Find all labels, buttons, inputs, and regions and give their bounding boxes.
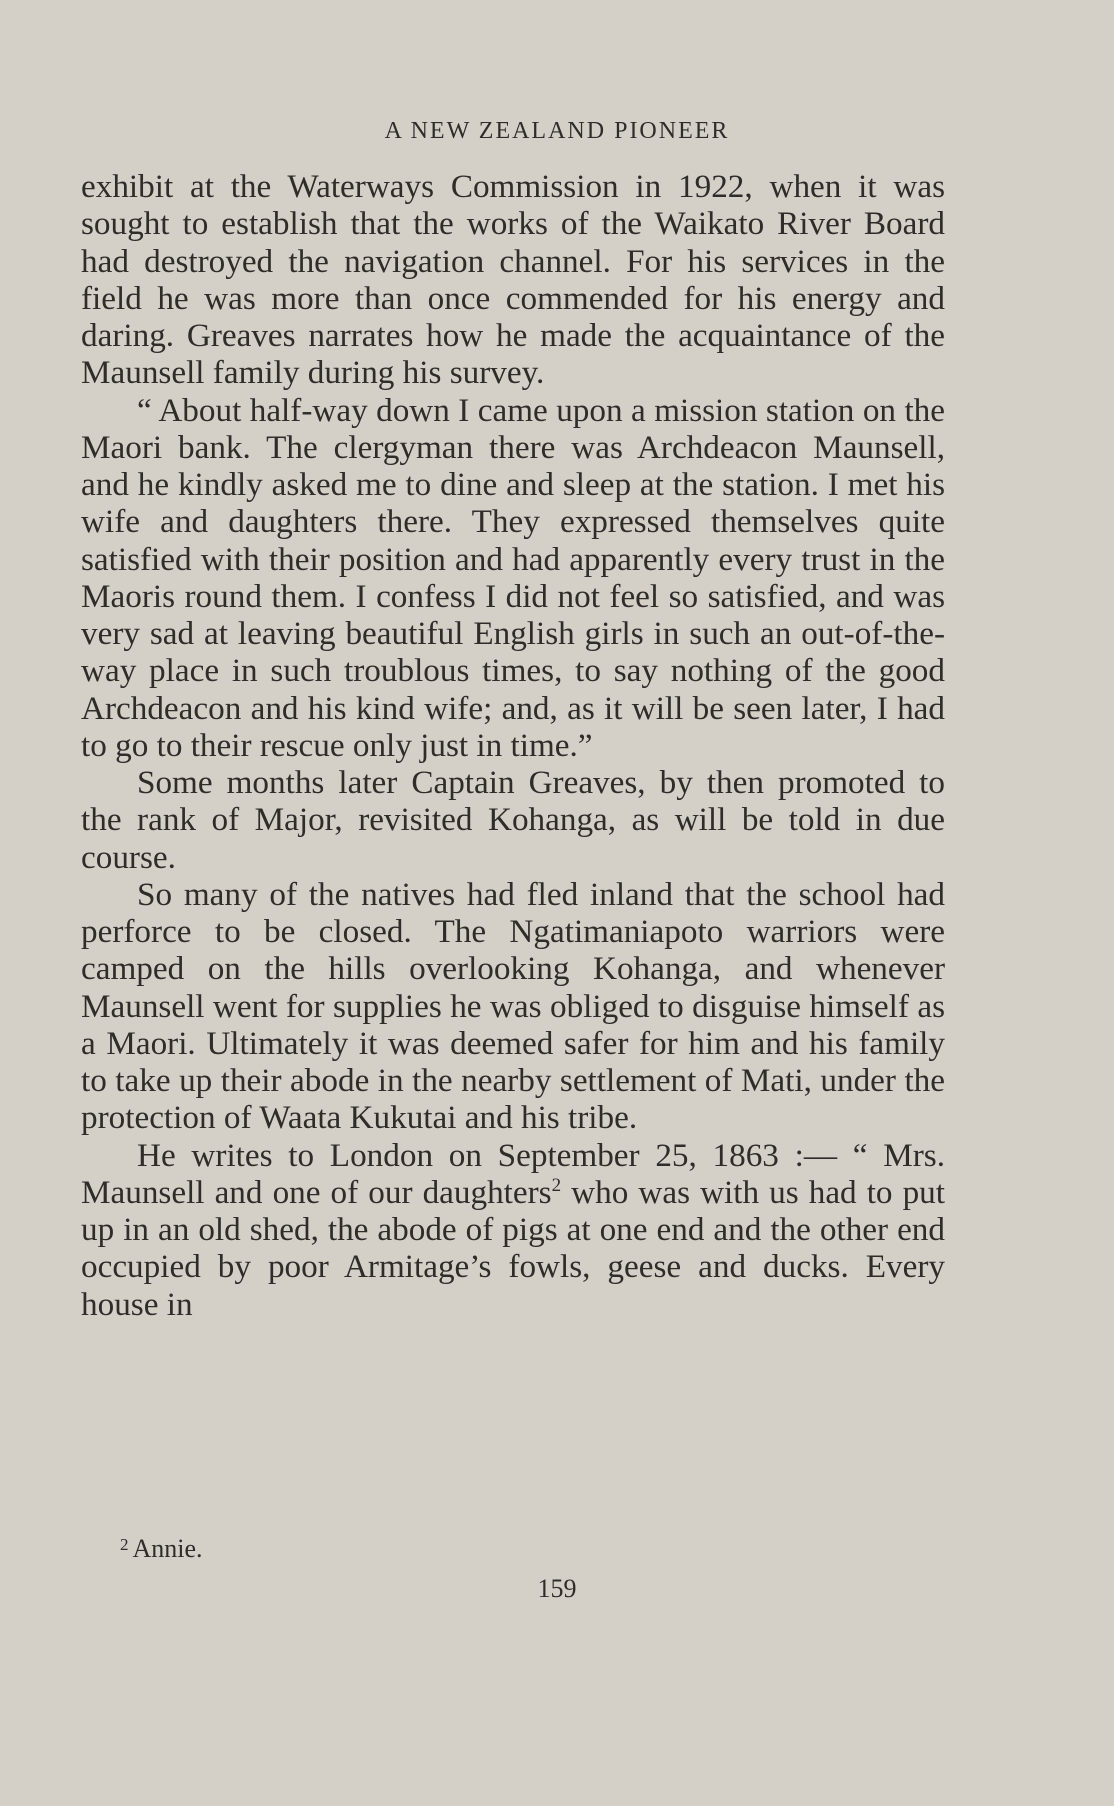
body-text <box>81 168 945 1323</box>
paragraph-3: Some months later Captain Greaves, by then promoted to the rank of Major, revisited Kohanga, as will be told in due course. <box>81 764 945 876</box>
footnote-text: Annie. <box>132 1534 203 1563</box>
footnote-mark: 2 <box>120 1535 129 1554</box>
paragraph-5 <box>81 1137 945 1323</box>
paragraph-4: So many of the natives had fled inland that the school had perforce to be closed. The Ngatimaniapoto warriors were camped on the hills overlooking Kohanga, and whenever Maunsell went for supplies he was obliged to disguise himself as a Maori. Ultimately it was deemed safer for him and his family to take up their abode in the nearby settlement of Mati, under the protection of Waata Kukutai and his tribe. <box>81 875 945 1137</box>
paragraph-5-text-after-ref: who was with us had to put up in an old shed, the abode of pigs at one end and the other end occupied by poor Armitage’s fowls, geese and ducks. Every house in <box>81 1173 946 1323</box>
page-number: 159 <box>537 1574 577 1603</box>
footnote-reference: 2 <box>551 1174 562 1196</box>
footnote <box>120 1534 203 1564</box>
running-title: A NEW ZEALAND PIONEER <box>384 118 730 144</box>
paragraph-1: exhibit at the Waterways Commission in 1922, when it was sought to establish that the works of the Waikato River Board had destroyed the navigation channel. For his services in the field he was more than once commended for his energy and daring. Greaves narrates how he made the acquaintance of the Maunsell family during his survey. <box>81 168 945 392</box>
paragraph-2: “ About half-way down I came upon a mission station on the Maori bank. The clergyman there was Archdeacon Maunsell, and he kindly asked me to dine and sleep at the station. I met his wife and daughters there. They expressed themselves quite satisfied with their position and had apparently every trust in the Maoris round them. I confess I did not feel so satisfied, and was very sad at leaving beautiful English girls in such an out-of-the-way place in such troublous times, to say nothing of the good Archdeacon and his kind wife; and, as it will be seen later, I had to go to their rescue only just in time.” <box>81 391 945 764</box>
paragraph-5-text-before-ref: He writes to London on September 25, 1863 :— “ Mrs. Maunsell and one of our daughters <box>81 1136 945 1211</box>
